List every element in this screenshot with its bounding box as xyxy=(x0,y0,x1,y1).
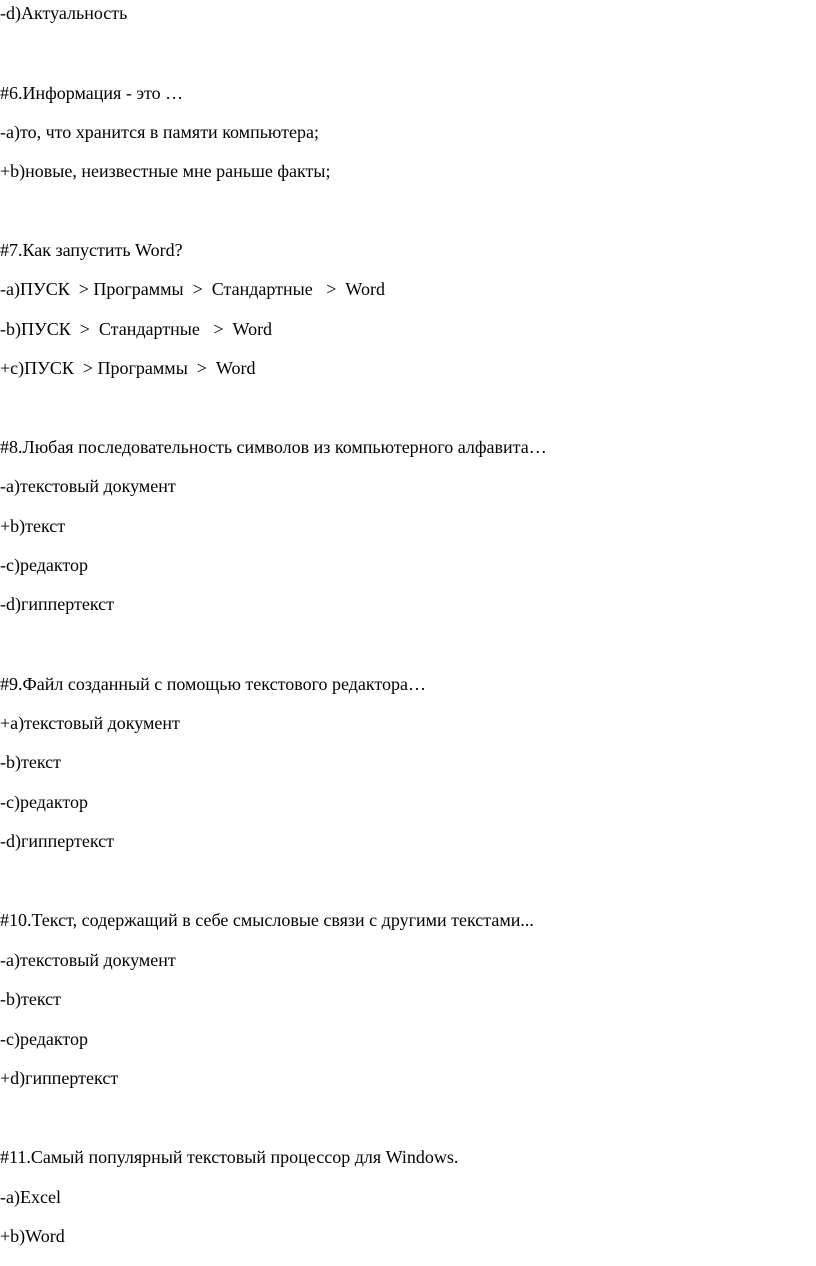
question-line: #9.Файл созданный с помощью текстового редактора… xyxy=(0,674,427,694)
answer-line: -d)гиппертекст xyxy=(0,594,115,614)
question-line: #11.Самый популярный текстовый процессор для Windows. xyxy=(0,1147,459,1167)
answer-line: -a)текстовый документ xyxy=(0,950,176,970)
answer-line: +b)текст xyxy=(0,516,66,536)
answer-line: -d)Актуальность xyxy=(0,3,128,23)
answer-line: -d)гиппертекст xyxy=(0,831,115,851)
answer-line: +b)новые, неизвестные мне раньше факты; xyxy=(0,161,331,181)
answer-line: -a)ПУСК > Программы > Стандартные > Word xyxy=(0,279,385,299)
answer-line: -c)редактор xyxy=(0,1029,89,1049)
question-line: #7.Как запустить Word? xyxy=(0,240,183,260)
answer-line: +c)ПУСК > Программы > Word xyxy=(0,358,256,378)
question-line: #10.Текст, содержащий в себе смысловые связи с другими текстами... xyxy=(0,910,534,930)
answer-line: +a)текстовый документ xyxy=(0,713,180,733)
question-line: #6.Информация - это … xyxy=(0,83,184,103)
answer-line: +d)гиппертекст xyxy=(0,1068,119,1088)
answer-line: -a)то, что хранится в памяти компьютера; xyxy=(0,122,319,142)
question-line: #8.Любая последовательность символов из компьютерного алфавита… xyxy=(0,437,547,457)
answer-line: -c)редактор xyxy=(0,555,89,575)
answer-line: -a)Excel xyxy=(0,1187,61,1207)
answer-line: -c)редактор xyxy=(0,792,89,812)
answer-line: -b)текст xyxy=(0,752,61,772)
answer-line: -b)ПУСК > Стандартные > Word xyxy=(0,319,273,339)
answer-line: -b)текст xyxy=(0,989,61,1009)
answer-line: +b)Word xyxy=(0,1226,65,1246)
answer-line: -a)текстовый документ xyxy=(0,476,176,496)
